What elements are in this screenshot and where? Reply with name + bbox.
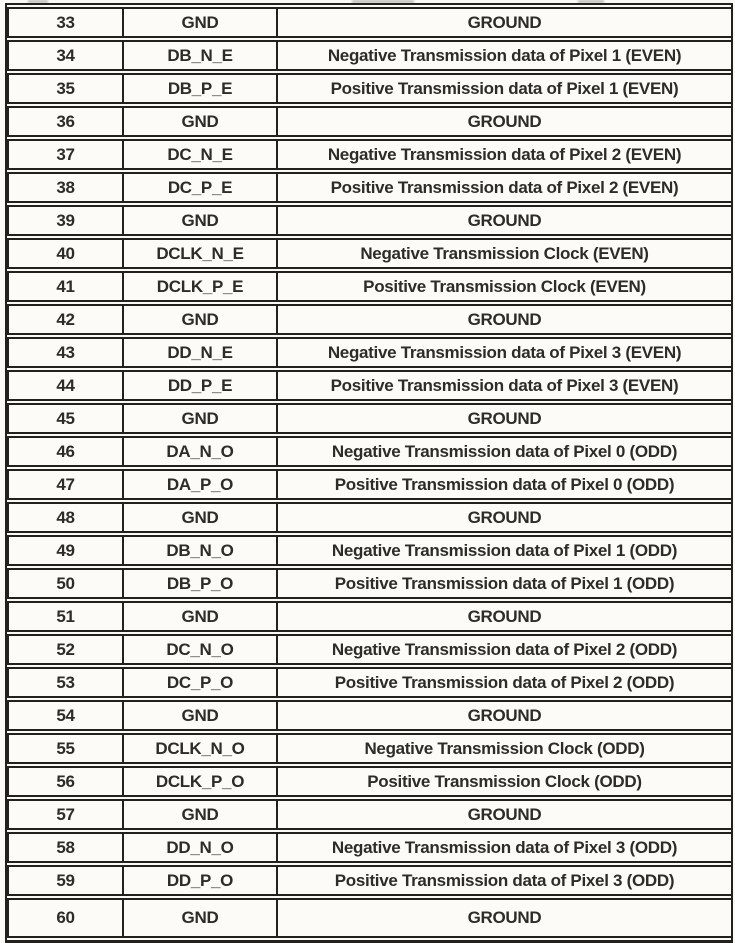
symbol-cell: DA_N_O bbox=[124, 436, 278, 467]
symbol-cell: GND bbox=[124, 601, 278, 632]
description-cell: Positive Transmission data of Pixel 3 (EVEN) bbox=[278, 370, 731, 401]
pin-cell: 50 bbox=[7, 568, 124, 599]
symbol-cell: DB_N_O bbox=[124, 535, 278, 566]
table-row bbox=[7, 337, 731, 368]
symbol-cell: GND bbox=[124, 799, 278, 830]
table-row bbox=[7, 799, 731, 830]
table-row bbox=[7, 106, 731, 137]
pin-cell: 48 bbox=[7, 502, 124, 533]
table-row bbox=[7, 304, 731, 335]
symbol-cell: DC_P_O bbox=[124, 667, 278, 698]
pin-cell: 34 bbox=[7, 40, 124, 71]
table-row bbox=[7, 535, 731, 566]
symbol-cell: DD_P_E bbox=[124, 370, 278, 401]
description-cell: GROUND bbox=[278, 304, 731, 335]
table-row bbox=[7, 403, 731, 434]
table-row bbox=[7, 832, 731, 863]
pin-cell: 51 bbox=[7, 601, 124, 632]
symbol-cell: GND bbox=[124, 106, 278, 137]
pin-cell: 55 bbox=[7, 733, 124, 764]
pin-cell: 38 bbox=[7, 172, 124, 203]
pin-cell: 37 bbox=[7, 139, 124, 170]
description-cell: Positive Transmission data of Pixel 0 (ODD) bbox=[278, 469, 731, 500]
description-cell: Negative Transmission data of Pixel 3 (ODD) bbox=[278, 832, 731, 863]
description-cell: Positive Transmission data of Pixel 2 (ODD) bbox=[278, 667, 731, 698]
table-row bbox=[7, 898, 731, 938]
symbol-cell: DB_N_E bbox=[124, 40, 278, 71]
pin-cell: 57 bbox=[7, 799, 124, 830]
pin-cell: 60 bbox=[7, 898, 124, 938]
table-row bbox=[7, 766, 731, 797]
pin-cell: 42 bbox=[7, 304, 124, 335]
pin-cell: 43 bbox=[7, 337, 124, 368]
description-cell: Negative Transmission data of Pixel 2 (ODD) bbox=[278, 634, 731, 665]
symbol-cell: DB_P_E bbox=[124, 73, 278, 104]
table-row bbox=[7, 139, 731, 170]
description-cell: GROUND bbox=[278, 205, 731, 236]
symbol-cell: GND bbox=[124, 7, 278, 38]
pin-cell: 40 bbox=[7, 238, 124, 269]
table-row bbox=[7, 436, 731, 467]
description-cell: Negative Transmission data of Pixel 1 (EVEN) bbox=[278, 40, 731, 71]
pin-table-body bbox=[7, 7, 731, 938]
pin-cell: 33 bbox=[7, 7, 124, 38]
pin-cell: 47 bbox=[7, 469, 124, 500]
symbol-cell: DC_N_O bbox=[124, 634, 278, 665]
table-row bbox=[7, 40, 731, 71]
symbol-cell: DC_P_E bbox=[124, 172, 278, 203]
pin-cell: 56 bbox=[7, 766, 124, 797]
symbol-cell: DC_N_E bbox=[124, 139, 278, 170]
pin-cell: 54 bbox=[7, 700, 124, 731]
table-row bbox=[7, 469, 731, 500]
description-cell: GROUND bbox=[278, 106, 731, 137]
table-row bbox=[7, 601, 731, 632]
pin-cell: 35 bbox=[7, 73, 124, 104]
pin-assignment-table bbox=[5, 3, 733, 943]
description-cell: Negative Transmission data of Pixel 2 (EVEN) bbox=[278, 139, 731, 170]
table-row bbox=[7, 700, 731, 731]
symbol-cell: DCLK_N_E bbox=[124, 238, 278, 269]
table-row bbox=[7, 370, 731, 401]
pin-cell: 46 bbox=[7, 436, 124, 467]
description-cell: Positive Transmission data of Pixel 2 (EVEN) bbox=[278, 172, 731, 203]
description-cell: Negative Transmission data of Pixel 1 (ODD) bbox=[278, 535, 731, 566]
description-cell: Negative Transmission data of Pixel 3 (EVEN) bbox=[278, 337, 731, 368]
description-cell: GROUND bbox=[278, 502, 731, 533]
description-cell: GROUND bbox=[278, 601, 731, 632]
description-cell: GROUND bbox=[278, 700, 731, 731]
symbol-cell: DD_N_E bbox=[124, 337, 278, 368]
symbol-cell: GND bbox=[124, 304, 278, 335]
description-cell: Positive Transmission data of Pixel 1 (ODD) bbox=[278, 568, 731, 599]
description-cell: Positive Transmission data of Pixel 3 (ODD) bbox=[278, 865, 731, 896]
description-cell: GROUND bbox=[278, 898, 731, 938]
description-cell: GROUND bbox=[278, 403, 731, 434]
table-row bbox=[7, 205, 731, 236]
symbol-cell: GND bbox=[124, 700, 278, 731]
pin-cell: 41 bbox=[7, 271, 124, 302]
description-cell: Negative Transmission Clock (ODD) bbox=[278, 733, 731, 764]
pin-cell: 44 bbox=[7, 370, 124, 401]
pin-cell: 59 bbox=[7, 865, 124, 896]
table-row bbox=[7, 733, 731, 764]
table-row bbox=[7, 271, 731, 302]
description-cell: Positive Transmission Clock (ODD) bbox=[278, 766, 731, 797]
table-row bbox=[7, 865, 731, 896]
table-row bbox=[7, 238, 731, 269]
pin-cell: 39 bbox=[7, 205, 124, 236]
symbol-cell: DA_P_O bbox=[124, 469, 278, 500]
symbol-cell: GND bbox=[124, 403, 278, 434]
pin-cell: 53 bbox=[7, 667, 124, 698]
description-cell: Negative Transmission data of Pixel 0 (ODD) bbox=[278, 436, 731, 467]
description-cell: GROUND bbox=[278, 7, 731, 38]
table-row bbox=[7, 7, 731, 38]
table-row bbox=[7, 667, 731, 698]
symbol-cell: DCLK_P_E bbox=[124, 271, 278, 302]
pin-cell: 36 bbox=[7, 106, 124, 137]
pin-cell: 52 bbox=[7, 634, 124, 665]
scanned-table-region bbox=[5, 3, 733, 943]
symbol-cell: DD_P_O bbox=[124, 865, 278, 896]
table-row bbox=[7, 502, 731, 533]
symbol-cell: GND bbox=[124, 502, 278, 533]
pin-cell: 45 bbox=[7, 403, 124, 434]
description-cell: Positive Transmission data of Pixel 1 (EVEN) bbox=[278, 73, 731, 104]
pin-cell: 49 bbox=[7, 535, 124, 566]
description-cell: GROUND bbox=[278, 799, 731, 830]
pin-cell: 58 bbox=[7, 832, 124, 863]
table-row bbox=[7, 634, 731, 665]
description-cell: Positive Transmission Clock (EVEN) bbox=[278, 271, 731, 302]
symbol-cell: DCLK_P_O bbox=[124, 766, 278, 797]
description-cell: Negative Transmission Clock (EVEN) bbox=[278, 238, 731, 269]
table-row bbox=[7, 172, 731, 203]
symbol-cell: GND bbox=[124, 898, 278, 938]
symbol-cell: DB_P_O bbox=[124, 568, 278, 599]
table-row bbox=[7, 568, 731, 599]
symbol-cell: DCLK_N_O bbox=[124, 733, 278, 764]
symbol-cell: DD_N_O bbox=[124, 832, 278, 863]
symbol-cell: GND bbox=[124, 205, 278, 236]
table-row bbox=[7, 73, 731, 104]
